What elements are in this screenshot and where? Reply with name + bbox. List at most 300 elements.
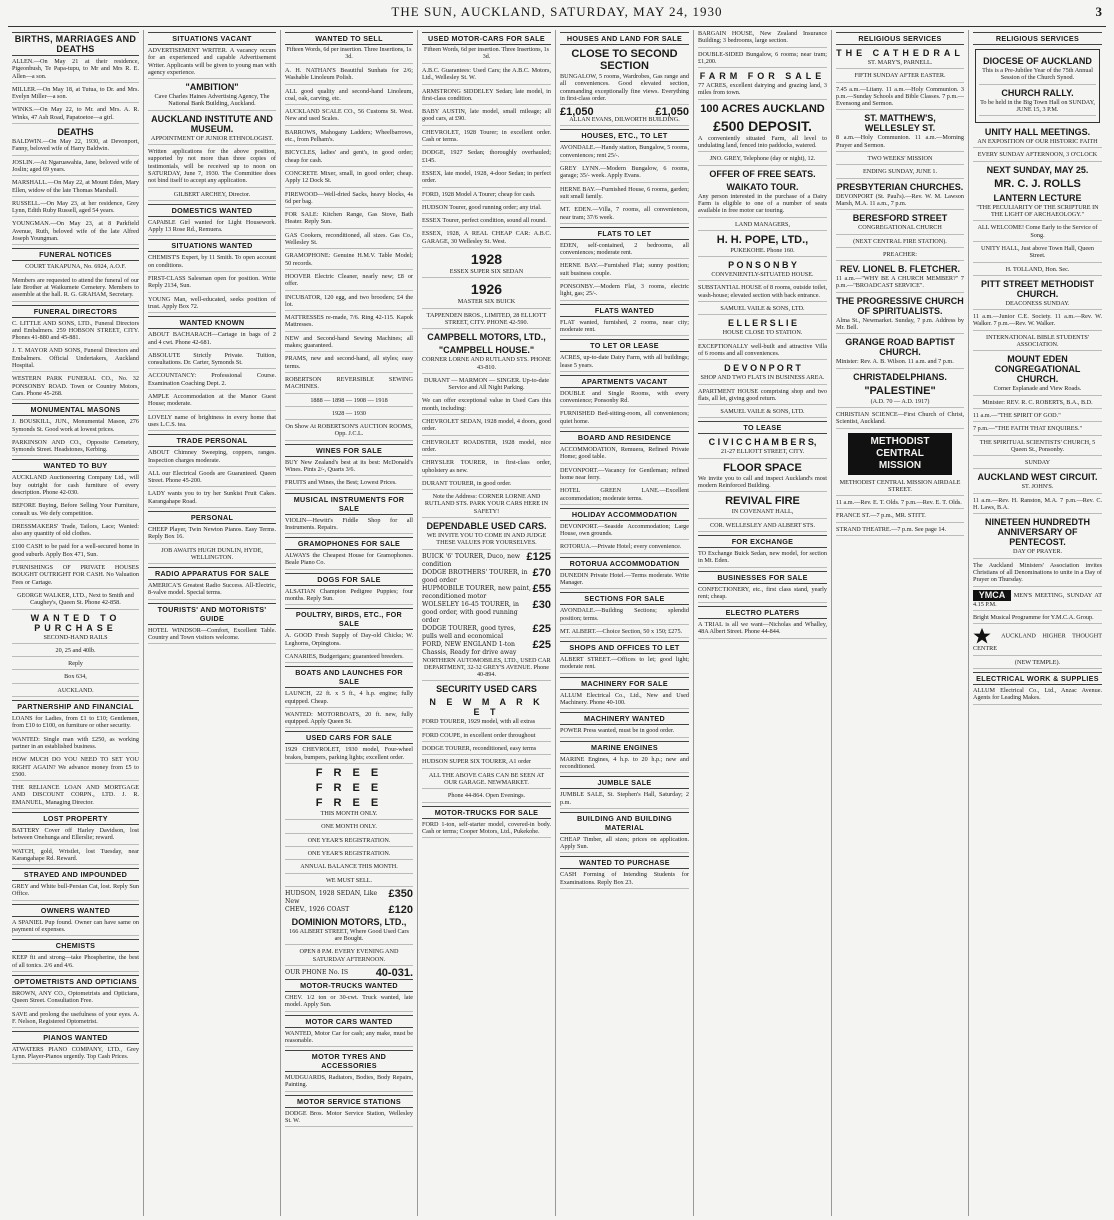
higher-thought-sub: (NEW TEMPLE). — [973, 659, 1102, 669]
christadelphians-heading: CHRISTADELPHIANS. — [853, 371, 947, 382]
offer-line: CHEVROLET SEDAN, 1928 model, 4 doors, good order. — [422, 418, 551, 436]
wanted-sell-ad: A. H. NATHAN'S Beautiful Sunhats for 2/6; Washable Linoleum Polish. — [285, 67, 413, 85]
wanted-sell-ad: BARROWS, Mahogany Ladders; Wheelbarrows, etc., from Pelham's. — [285, 129, 413, 147]
wanted-purchase-heading-2: WANTED TO PURCHASE — [560, 856, 689, 869]
board-ad: DEVONPORT.—Vacancy for Gentleman; refined home near ferry. — [560, 467, 689, 485]
campbell-house: "CAMPBELL HOUSE." — [438, 345, 535, 356]
waikato-heading: WAIKATO TOUR. — [726, 181, 799, 192]
monumental-heading: MONUMENTAL MASONS — [12, 403, 139, 416]
invite-line: WE INVITE YOU TO COME IN AND JUDGE THESE VALUES FOR YOURSELVES. — [422, 532, 551, 550]
st-matthews-heading: ST. MATTHEW'S, WELLESLEY ST. — [864, 113, 936, 134]
free-line: F R E E — [315, 767, 383, 780]
prayer-heading: DAY OF PRAYER. — [973, 548, 1102, 558]
ponsonby-sub: CONVENIENTLY-SITUATED HOUSE. — [698, 271, 827, 281]
let-ad: MT. EDEN.—Villa, 7 rooms, all conveniences, near tram; 37/6 week. — [560, 206, 689, 224]
grange-heading: GRANGE ROAD BAPTIST CHURCH. — [845, 337, 955, 358]
wanted-sell-ad: GRAMOPHONE: Genuine H.M.V. Table Model; 50 records. — [285, 252, 413, 270]
grey-ad: JNO. GREY, Telephone (day or night), 12. — [698, 155, 827, 165]
presbyterian-heading: PRESBYTERIAN CHURCHES. — [836, 181, 964, 192]
gramophones-heading: GRAMOPHONES FOR SALE — [285, 537, 413, 550]
used-car-ad: HUDSON Tourer, good running order; any trial. — [422, 204, 551, 214]
death-notice: BALDWIN.—On May 22, 1930, at Devonport, Fanny, beloved wife of Harry Baldwin. — [12, 138, 139, 156]
wanted-sell-heading: WANTED TO SELL — [285, 32, 413, 45]
for-exchange-ad: TO Exchange Buick Sedan, new model, for section in Mt. Eden. — [698, 550, 827, 568]
exposition: AN EXPOSITION OF OUR HISTORIC FAITH — [973, 138, 1102, 148]
wanted-purchase-line: Box 634, — [12, 673, 139, 683]
wanted-buy-ad: DRESSMAKERS' Trade, Tailors, Lace; Wanted: also any quantity of old clothes. — [12, 523, 139, 541]
service-heading: MOTOR SERVICE STATIONS — [285, 1095, 413, 1108]
wanted-known-ad: ABOUT BACHARACH—Cartage in bags of 2 and 4 cwt. Phone 42-681. — [148, 331, 276, 349]
deposit-body: A conveniently situated Farm, all level to undulating land, fenced into paddocks, watered. — [698, 135, 827, 153]
robertson-footer: On Show At ROBERTSON'S AUCTION ROOMS, Opp. J.C.L. — [285, 423, 413, 441]
price-right: £1,050 — [655, 106, 689, 119]
used-car-ad: ARMSTRONG SIDDELEY Sedan; late model, in first-class condition. — [422, 88, 551, 106]
boats-heading: BOATS AND LAUNCHES FOR SALE — [285, 666, 413, 688]
northern-ad: NORTHERN AUTOMOBILES, LTD., USED CAR DEPARTMENT, 32-32 GREY'S AVENUE. Phone 40-894. — [422, 657, 551, 682]
price-value: £30 — [532, 598, 551, 611]
ellerslie-heading: E L L E R S L I E — [727, 318, 798, 329]
domestics-heading: DOMESTICS WANTED — [148, 204, 276, 217]
wines-ad: BUY New Zealand's best at its best: McDonald's Wines. Pints 2/-, Quarts 3/6. — [285, 459, 413, 477]
wanted-known-heading: WANTED KNOWN — [148, 316, 276, 329]
hudson-label: HUDSON, 1928 SEDAN, Like New — [285, 889, 378, 905]
houses-heading: HOUSES AND LAND FOR SALE — [560, 32, 689, 45]
electro-heading: ELECTRO PLATERS — [698, 606, 827, 619]
used-motor-cars-heading: USED MOTOR-CARS FOR SALE — [422, 32, 551, 45]
let-land-ad: ACRES, up-to-date Dairy Farm, with all buildings; lease 5 years. — [560, 354, 689, 372]
offer-heading: OFFER OF FREE SEATS. — [709, 168, 816, 179]
dominion-address: 166 ALBERT STREET, Where Good Used Cars are Bought. — [285, 928, 413, 946]
mount-eden-heading: MOUNT EDEN CONGREGATIONAL CHURCH. — [994, 354, 1081, 385]
registration-line: ONE YEAR'S REGISTRATION. — [285, 850, 413, 860]
offer-line: DURANT TOURER, in good order. — [422, 480, 551, 490]
devonport-sub: SHOP AND TWO FLATS IN BUSINESS AREA. — [698, 374, 827, 384]
sections-heading: SECTIONS FOR SALE — [560, 592, 689, 605]
ymca-ad — [973, 590, 1102, 612]
lantern-sub: "THE PECULIARITY OF THE SCRIPTURE IN THE LIGHT OF ARCHAEOLOGY." — [973, 204, 1102, 222]
strayed-heading: STRAYED AND IMPOUNDED — [12, 868, 139, 881]
death-notice: YOUNGMAN.—On May 23, at 8 Parkfield Avenue, Ruth, beloved wife of the late Alfred Joseph Youngman. — [12, 220, 139, 245]
wanted-known-ad: AMPLE Accommodation at the Manor Guest House; moderate. — [148, 393, 276, 411]
personal-ad: JOB AWAITS HUGH DUNLIN, HYDE, WELLINGTON. — [148, 547, 276, 565]
used-cars-intro: 1929 CHEVROLET, 1930 model, Four-wheel brakes, bumpers, parking lights; excellent order. — [285, 746, 413, 764]
ponsonby-heading: P O N S O N B Y — [728, 260, 797, 271]
covenant-address: COR. WELLESLEY AND ALBERT STS. — [698, 522, 827, 532]
used-car-ad: BABY AUSTIN, late model, small mileage; all good cars, at £90. — [422, 108, 551, 126]
dogs-heading: DOGS FOR SALE — [285, 573, 413, 586]
progressive-heading: THE PROGRESSIVE CHURCH OF SPIRITUALISTS. — [836, 295, 964, 316]
mens-meeting: MEN'S MEETING, SUNDAY AT 4.15 P.M. — [973, 591, 1102, 608]
machinery-wanted-ad: POWER Press wanted, must be in good order. — [560, 727, 689, 737]
deposit-price: £500 DEPOSIT. — [713, 117, 812, 134]
price-row — [422, 622, 551, 641]
religious-heading: RELIGIOUS SERVICES — [836, 32, 964, 45]
minister: Minister: REV. R. C. ROBERTS, B.A., B.D. — [973, 399, 1102, 409]
wanted-buy-ad: £100 CASH to be paid for a well-secured home in good suburb. Apply Box 471, Sun. — [12, 543, 139, 561]
price-label: HUPMOBILE TOURER, new paint, reconditioned motor — [422, 584, 531, 600]
phone-number: 40-031. — [375, 967, 413, 979]
beresford-sub: CONGREGATIONAL CHURCH — [836, 224, 964, 234]
masthead — [0, 4, 1114, 26]
rotorua-heading: ROTORUA ACCOMMODATION — [560, 557, 689, 570]
birth-notice: MILLER.—On May 18, at Tutua, to Dr. and Mrs. Evelyn Miller—a son. — [12, 86, 139, 104]
mission-sub: ENDING SUNDAY, JUNE 1. — [836, 168, 964, 178]
wanted-sell-ad: ALL good quality and second-hand Linoleum, coal, oak, carving, etc. — [285, 88, 413, 106]
cathedral-heading: THE CATHEDRAL — [836, 48, 964, 58]
price-label: BUICK '6' TOURER, Duco, new condition — [422, 552, 521, 568]
businesses-ad: CONFECTIONERY, etc., first class stand, yearly rent; cheap. — [698, 586, 827, 604]
houses-land-ad: BARGAIN HOUSE, New Zealand Insurance Building; 3 bedrooms, large section. — [698, 30, 827, 48]
star-icon — [973, 627, 991, 645]
phone-row — [285, 969, 413, 977]
let-land-heading: TO LET OR LEASE — [560, 339, 689, 352]
big-year: 1928 — [470, 251, 503, 268]
palestine-sub: (A.D. 70 — A.D. 1917) — [836, 398, 964, 408]
price-label: DODGE TOURER, good tyres, pulls well and economical — [422, 624, 516, 640]
situations-wanted-ad: CHEMIST'S Expert, by 11 Smith. To open account on conditions. — [148, 254, 276, 272]
st-johns: ST. JOHN'S. — [973, 483, 1102, 493]
wanted-sell-ad: BICYCLES, ladies' and gent's, in good order; cheap for cash. — [285, 149, 413, 167]
sermon-line: 7 p.m.—"THE FAITH THAT ENQUIRES." — [973, 425, 1102, 435]
wanted-sell-rates: Fifteen Words, 6d per insertion. Three Insertions, 1s 3d. — [285, 47, 413, 64]
durant-line: DURANT — MARMON — SINGER. Up-to-date Service and All Night Parking. — [422, 377, 551, 395]
chev-row — [285, 903, 413, 916]
wanted-purchase-ad: CASH Forming of Intending Students for Examinations. Reply Box 23. — [560, 871, 689, 889]
security-phone: Phone 44-864. Open Evenings. — [422, 792, 551, 802]
speaker: MR. C. J. ROLLS — [994, 177, 1081, 190]
free-line: F R E E — [315, 782, 383, 795]
hudson-price: £350 — [388, 887, 413, 900]
funeral-notice: Members are requested to attend the funeral of our late Brother at Waikumete Cemetery. Members to assemble at the hall. R. G. GRAHAM, Secretary. — [12, 277, 139, 302]
st-matthews-body: 8 a.m.—Holy Communion. 11 a.m.—Morning Prayer and Sermon. — [836, 134, 964, 152]
wanted-sell-ad: AUCKLAND SCALE CO., 56 Customs St. West. New and used Scales. — [285, 108, 413, 126]
progressive-body: Alma St., Newmarket. Sunday, 7 p.m. Address by Mr. Bell. — [836, 317, 964, 335]
board-ad: HOTEL GREEN LANE.—Excellent accommodation; moderate terms. — [560, 487, 689, 505]
column-5 — [556, 30, 694, 1216]
wanted-purchase-line: Reply — [12, 660, 139, 670]
samuel-vaile: SAMUEL VAILE & SONS, LTD. — [698, 305, 827, 315]
page-number: 3 — [1095, 4, 1102, 19]
tourists-heading: TOURISTS' AND MOTORISTS' GUIDE — [148, 603, 276, 625]
dominion-heading: DOMINION MOTORS, LTD., — [291, 916, 407, 927]
devonport-body: APARTMENT HOUSE comprising shop and two flats, all let, giving good return. — [698, 388, 827, 406]
diocese-heading: DIOCESE OF AUCKLAND — [983, 56, 1092, 66]
hon-sec: H. TOLLAND, Hon. Sec. — [973, 266, 1102, 276]
rally-body: To be held in the Big Town Hall on SUNDAY, JUNE 15, 3 P.M. — [979, 99, 1096, 117]
used-car-ad: CHEVROLET, 1928 Tourer; in excellent order. Cash or terms. — [422, 129, 551, 147]
wanted-sell-ad: CONCRETE Mixer, small, in good order; cheap. Apply 12 Dock St. — [285, 170, 413, 188]
boats-ad: WANTED: MOTORBOATS, 20 ft. new, fully equipped. Apply Queen St. — [285, 711, 413, 729]
price-value: £25 — [532, 622, 551, 635]
waikato-body: Any person interested in the purchase of a Dairy Farm is eligible to one of a number of seats available in free motor car touring. — [698, 193, 827, 218]
devonport-heading: D E V O N P O R T — [724, 363, 801, 374]
wanted-known-ad: ACCOUNTANCY: Professional Course. Examination Coaching Dept. 2. — [148, 372, 276, 390]
registration-line: THIS MONTH ONLY. — [285, 810, 413, 820]
price-value: £125 — [526, 550, 551, 563]
trade-personal-heading: TRADE PERSONAL — [148, 434, 276, 447]
mount-eden-sub: Corner Esplanade and View Roads. — [973, 385, 1102, 395]
used-cars-rates: Fifteen Words, 6d per insertion. Three Insertions, 1s 3d. — [422, 47, 551, 64]
used-car-ad: ESSEX Tourer, perfect condition, sound all round. — [422, 217, 551, 227]
corner-note: Note the Address: CORNER LORNE AND RUTLAND STS. PARK YOUR CARS HERE IN SAFETY! — [422, 493, 551, 518]
walker-ad: GEORGE WALKER, LTD., Next to Smith and Caughey's, Queen St. Phone 42-858. — [12, 592, 139, 610]
methodist-logo-line: METHODIST — [870, 435, 930, 447]
robertson-years: 1928 — 1930 — [285, 410, 413, 420]
board-heading: BOARD AND RESIDENCE — [560, 431, 689, 444]
domestics-ad: CAPABLE Girl wanted for Light Housework. Apply 13 Rose Rd., Remuera. — [148, 219, 276, 237]
partnership-heading: PARTNERSHIP AND FINANCIAL — [12, 700, 139, 713]
used-car-ad: ESSEX, late model, 1928, 4-door Sedan; in perfect order. — [422, 170, 551, 188]
holiday-ad: ROTORUA.—Private Hotel; every convenience. — [560, 543, 689, 553]
civic-address: 21-27 ELLIOTT STREET, CITY. — [698, 448, 827, 458]
wanted-sell-ad: FOR SALE: Kitchen Range, Gas Stove, Bath Heater. Reply Sun. — [285, 211, 413, 229]
electrical-ad: ALLUM Electrical Co., Ltd., Anzac Avenue. Agents for Leading Makes. — [973, 687, 1102, 705]
beresford-heading: BERESFORD STREET — [852, 213, 948, 224]
column-7 — [832, 30, 969, 1216]
motor-cars-wanted-heading: MOTOR CARS WANTED — [285, 1015, 413, 1028]
partnership-ad: LOANS for Ladies, from £1 to £10; Gentlemen, from £10 to £100, on furniture or other security. — [12, 715, 139, 733]
price-row — [422, 582, 551, 601]
higher-thought-heading: AUCKLAND HIGHER THOUGHT CENTRE — [973, 632, 1102, 653]
rotorua-ad: DUNEDIN Private Hotel.—Terms moderate. Write Manager. — [560, 572, 689, 590]
methodist-logo-line: CENTRAL — [876, 447, 924, 459]
flats-heading: FLATS TO LET — [560, 227, 689, 240]
allan-evans: ALLAN EVANS, DILWORTH BUILDING. — [560, 116, 689, 126]
strayed-ad: GREY and White bull-Persian Cat, lost. Reply Sun Office. — [12, 883, 139, 901]
robertson-years: 1888 — 1898 — 1908 — 1918 — [285, 397, 413, 407]
floor-space-heading: FLOOR SPACE — [723, 461, 802, 474]
price-left: £1,050 — [560, 106, 594, 119]
cathedral-body: 7.45 a.m.—Litany. 11 a.m.—Holy Communion. 3 p.m.—Sunday Schools and Bible Classes. 7 p.m.—Evensong and Sermon. — [836, 86, 964, 111]
offer-intro: We can offer exceptional value in Used Cars this month, including: — [422, 397, 551, 415]
ymca-body: Bright Musical Programme for Y.M.C.A. Group. — [973, 614, 1102, 624]
security-sub: N E W M A R K E T — [429, 697, 544, 718]
deposit-amount: 100 ACRES AUCKLAND — [700, 102, 825, 115]
musical-ad: VIOLIN—Hewitt's Fiddle Shop for all Instruments. Repairs. — [285, 517, 413, 535]
funeral-director: WESTERN PARK FUNERAL CO., No. 32 PONSONBY ROAD. Town or Country Motors, Cars. Phone 45-268. — [12, 375, 139, 400]
wanted-sell-ad: GAS Cookers, reconditioned, all sizes. Gas Co., Wellesley St. — [285, 232, 413, 250]
land-managers: LAND MANAGERS, — [698, 221, 827, 231]
sunday-heading: SUNDAY — [973, 459, 1102, 469]
birth-notice: ALLEN.—On May 21 at their residence, Pigeonbush, Te Papa-tupu, to Mr and Mrs R. E. Allen—a son. — [12, 58, 139, 83]
used-car-ad: FORD, 1928 Model A Tourer; cheap for cash. — [422, 191, 551, 201]
price-row — [422, 566, 551, 585]
price-label: DODGE BROTHERS' TOURER, in good order — [422, 568, 528, 584]
wanted-purchase-line: 20, 25 and 40lb. — [12, 647, 139, 657]
lost-heading: LOST PROPERTY — [12, 812, 139, 825]
pianos-heading: PIANOS WANTED — [12, 1031, 139, 1044]
lost-ad: WATCH, gold, Wristlet, lost Tuesday, near Karangahape Rd. Reward. — [12, 848, 139, 866]
security-line: FORD COUPE, in excellent order throughout — [422, 732, 551, 742]
wanted-known-ad: ABSOLUTE Strictly Private. Tuition, consultations. Dr. Carter, Symonds St. — [148, 352, 276, 370]
cathedral-fifth: FIFTH SUNDAY AFTER EASTER. — [836, 72, 964, 82]
ellerslie-body: EXCEPTIONALLY well-built and attractive Villa of 6 rooms and all conveniences. — [698, 343, 827, 361]
apartments-ad: FURNISHED Bed-sitting-room, all conveniences; quiet home. — [560, 410, 689, 428]
optometrists-ad: SAVE and prolong the usefulness of your eyes. A. F. Nelson, Registered Optometrist. — [12, 1011, 139, 1029]
marine-ad: MARINE Engines, 4 h.p. to 20 h.p.; new and reconditioned. — [560, 756, 689, 774]
used-car-ad: ESSEX, 1928, A REAL CHEAP CAR: A.B.C. GARAGE, 30 Wellesley St. West. — [422, 230, 551, 248]
column-4 — [418, 30, 556, 1216]
advertisement-writer-ad: ADVERTISEMENT WRITER. A vacancy occurs for an experienced and capable Advertisement Writer. Applicants will be given to young man with agency experience. — [148, 47, 276, 79]
wanted-sell-ad: PRAMS, new and second-hand, all styles; easy terms. — [285, 355, 413, 373]
nineteen-heading: NINETEEN HUNDREDTH ANNIVERSARY OF PENTECOST. — [984, 517, 1090, 548]
price-value: £25 — [532, 638, 551, 651]
chemists-heading: CHEMISTS — [12, 939, 139, 952]
electrical-heading: ELECTRICAL WORK & SUPPLIES — [973, 672, 1102, 685]
funeral-directors-heading: FUNERAL DIRECTORS — [12, 305, 139, 318]
owners-ad: A SPANIEL Pup found. Owner can have same on payment of expenses. — [12, 919, 139, 937]
methodist-logo-line: MISSION — [878, 459, 922, 471]
trade-personal-ad: LADY wants you to try her Sunkist Fruit Cakes. Karangahape Road. — [148, 490, 276, 508]
farm-heading: FARM FOR SALE — [699, 71, 826, 82]
wanted-sell-ad: NEW and Second-hand Sewing Machines; all makes; guaranteed. — [285, 335, 413, 353]
unity-hall-address: UNITY HALL, Just above Town Hall, Queen Street. — [973, 245, 1102, 263]
column-2 — [144, 30, 281, 1216]
price-value: £70 — [532, 566, 551, 579]
campbell-heading: CAMPBELL MOTORS, LTD., — [427, 332, 546, 343]
palestine-heading: "PALESTINE" — [864, 384, 936, 397]
motor-trucks-sale-heading: MOTOR-TRUCKS FOR SALE — [422, 806, 551, 819]
electro-ad: A TRIAL is all we want—Nicholas and Whalley, 48A Albert Street. Phone 44-844. — [698, 621, 827, 639]
essex-line: ESSEX SUPER SIX SEDAN — [422, 268, 551, 278]
close-prices — [560, 106, 689, 119]
lantern-heading: LANTERN LECTURE — [993, 192, 1082, 203]
jumble-heading: JUMBLE SALE — [560, 776, 689, 789]
ambition-heading: "AMBITION" — [185, 82, 239, 93]
price-row — [422, 598, 551, 625]
wanted-buy-ad: BEFORE Buying, Before Selling Your Furniture, consult us. We defy competition. — [12, 502, 139, 520]
hh-pope: H. H. POPE, LTD., — [716, 233, 809, 246]
businesses-heading: BUSINESSES FOR SALE — [698, 571, 827, 584]
trade-personal-ad: ABOUT Chimney Sweeping, coppers, ranges. Inspection charges moderate. — [148, 449, 276, 467]
column-6 — [694, 30, 832, 1216]
births-heading: BIRTHS, MARRIAGES AND DEATHS — [12, 32, 139, 56]
dogs-ad: ALSATIAN Champion Pedigree Puppies; four months. Reply Sun. — [285, 588, 413, 606]
registration-line: ONE MONTH ONLY. — [285, 823, 413, 833]
security-heading: SECURITY USED CARS — [436, 684, 537, 695]
jumble-ad: JUMBLE SALE, St. Stephen's Hall, Saturday; 2 p.m. — [560, 791, 689, 809]
sections-ad: AVONDALE.—Building Sections; splendid position; terms. — [560, 607, 689, 625]
big-year: 1926 — [470, 281, 503, 298]
wanted-buy-ad: AUCKLAND Auctioneering Company Ltd., will buy outright for cash furniture of every description. Phone 42-030. — [12, 474, 139, 499]
mission-heading: TWO WEEKS' MISSION — [836, 155, 964, 165]
offer-line: CHEVROLET ROADSTER, 1928 model, nice order. — [422, 439, 551, 457]
religious-heading-2: RELIGIOUS SERVICES — [973, 32, 1102, 45]
flats-ad: EDEN, self-contained, 2 bedrooms, all conveniences; moderate rent. — [560, 242, 689, 260]
ellerslie-sub: HOUSE CLOSE TO STATION. — [698, 329, 827, 339]
flats-wanted-heading: FLATS WANTED — [560, 304, 689, 317]
masthead-title: THE SUN, AUCKLAND, SATURDAY, MAY 24, 1930 — [391, 4, 723, 19]
price-row — [422, 550, 551, 569]
preacher-name: REV. LIONEL B. FLETCHER. — [839, 264, 960, 275]
optometrists-ad: BROWN, ANY CO., Optometrists and Opticians, Queen Street. Consultation Free. — [12, 990, 139, 1008]
board-ad: ACCOMMODATION, Remuera, Refined Private Home; good table. — [560, 446, 689, 464]
wanted-sell-ad: HOOVER Electric Cleaner, nearly new; £8 or offer. — [285, 273, 413, 291]
shops-ad: ALBERT STREET.—Offices to let; good light; moderate rent. — [560, 656, 689, 674]
farm-ad: 77 ACRES, excellent dairying and grazing land, 3 miles from town. — [698, 82, 827, 100]
methodist-body: 11 a.m.—Rev. E. T. Olds. 7 p.m.—Rev. E. T. Olds. — [836, 499, 964, 509]
musical-heading: MUSICAL INSTRUMENTS FOR SALE — [285, 493, 413, 515]
ambition-ad: Cave Charles Haines Advertising Agency, The National Bank Building, Auckland. — [148, 93, 276, 111]
deaconess-body: 11 a.m.—Junior C.E. Society. 11 a.m.—Rev. W. Walker. 7 p.m.—Rev. W. Walker. — [973, 313, 1102, 331]
price-value: £55 — [532, 582, 551, 595]
cathedral-sub: ST. MARY'S, PARNELL. — [836, 59, 964, 69]
christian-science: CHRISTIAN SCIENCE—First Church of Christ, Scientist, Auckland. — [836, 411, 964, 429]
institute-body: Written applications for the above position, supported by not more than three copies of testimonials, will be received up to noon on SATURDAY, June 7, 1930. The Committee does not bind itself to accept any application. — [148, 148, 276, 187]
samuel-vaile-2: SAMUEL VAILE & SONS, LTD. — [698, 408, 827, 418]
deaths-heading: DEATHS — [57, 127, 94, 138]
personal-ad: CHEEP Player, Twin Newton Pianos. Easy Terms. Reply Box 16. — [148, 526, 276, 544]
motor-trucks-heading: MOTOR-TRUCKS WANTED — [285, 979, 413, 992]
houses-let-heading: HOUSES, ETC., TO LET — [560, 129, 689, 142]
offer-line: CHRYSLER TOURER, in first-class order, upholstery as new. — [422, 459, 551, 477]
sections-ad: MT. ALBERT.—Choice Section, 50 x 150; £275. — [560, 628, 689, 638]
institute-heading: AUCKLAND INSTITUTE AND MUSEUM. — [151, 113, 273, 134]
wanted-purchase-heading: WANTED TO PURCHASE — [30, 612, 121, 633]
column-1 — [8, 30, 144, 1216]
death-notice: MARSHALL.—On May 22, at Mount Eden, Mary Ellen, widow of the late Thomas Marshall. — [12, 179, 139, 197]
wanted-sell-ad: MATTRESSES re-made, 7/6. Ring 42-115. Kapok Mattresses. — [285, 314, 413, 332]
wanted-sell-ad: FIREWOOD—Well-dried Sacks, heavy blocks, 4s 6d per bag. — [285, 191, 413, 209]
auckland-west-heading: AUCKLAND WEST CIRCUIT. — [977, 472, 1098, 483]
security-line: HUDSON SUPER SIX TOURER, A1 order — [422, 758, 551, 768]
machinery-heading: MACHINERY FOR SALE — [560, 677, 689, 690]
boats-ad: LAUNCH, 22 ft. x 5 ft., 4 h.p. engine; fully equipped. Cheap. — [285, 690, 413, 708]
holiday-ad: DEVONPORT.—Seaside Accommodation; Large House, own grounds. — [560, 523, 689, 541]
tappenden-ad: TAPPENDEN BROS., LIMITED, 28 ELLIOTT STREET, CITY. PHONE 42-590. — [422, 312, 551, 330]
methodist-logo — [848, 433, 952, 475]
campbell-address: CORNER LORNE AND RUTLAND STS. PHONE 43-810. — [422, 356, 551, 374]
wanted-sell-ad: ROBERTSON REVERSIBLE SEWING MACHINES. — [285, 376, 413, 394]
building-ad: CHEAP Timber, all sizes; prices on application. Apply Sun. — [560, 836, 689, 854]
death-notice: JOSLIN.—At Ngaruawahia, Jane, beloved wife of Joslin; aged 69 years. — [12, 159, 139, 177]
pitt-street-heading: PITT STREET METHODIST CHURCH. — [980, 278, 1094, 299]
diocese-box — [975, 49, 1100, 123]
partnership-ad: THE RELIANCE LOAN AND MORTGAGE AND DISCOUNT CORPN., LTD. J. R. EMANUEL, Managing Director. — [12, 784, 139, 809]
funeral-notices-heading: FUNERAL NOTICES — [12, 248, 139, 261]
flats-ad: HERNE BAY.—Furnished Flat; sunny position; suit business couple. — [560, 262, 689, 280]
poultry-ad: CANARIES, Budgerigars; guaranteed breeders. — [285, 653, 413, 663]
machinery-wanted-heading: MACHINERY WANTED — [560, 712, 689, 725]
masthead-rule — [8, 26, 1106, 27]
international-heading: INTERNATIONAL BIBLE STUDENTS' ASSOCIATION. — [973, 334, 1102, 352]
apartments-heading: APARTMENTS VACANT — [560, 375, 689, 388]
essex-line: MASTER SIX BUICK — [422, 298, 551, 308]
for-exchange-heading: FOR EXCHANGE — [698, 535, 827, 548]
poultry-ad: A. GOOD Fresh Supply of Day-old Chicks; W. Leghorns, Orpingtons. — [285, 632, 413, 650]
spiritual-heading: THE SPIRITUAL SCIENTISTS' CHURCH, 5 Queen St., Ponsonby. — [973, 439, 1102, 457]
motor-trucks-sale-ad: FORD 1-ton, self-starter model, covered-in body. Cash or terms; Cooper Motors, Ltd., Pukekohe. — [422, 821, 551, 839]
wanted-buy-heading: WANTED TO BUY — [12, 459, 139, 472]
annual-line: WE MUST SELL. — [285, 877, 413, 887]
wines-heading: WINES FOR SALE — [285, 444, 413, 457]
free-line: F R E E — [315, 797, 383, 810]
ymca-logo: YMCA — [973, 590, 1011, 601]
prayer-body: The Auckland Ministers' Association invites Christians of all Denominations to unite in a Day of Prayer on Thursday. — [973, 562, 1102, 587]
wanted-sell-ad: INCUBATOR, 120 egg, and two brooders; £4 the lot. — [285, 294, 413, 312]
civic-heading: C I V I C C H A M B E R S, — [708, 437, 817, 448]
st-johns-body: 11 a.m.—Rev. H. Ranston, M.A. 7 p.m.—Rev. C. H. Laws, B.A. — [973, 497, 1102, 515]
price-label: WOLSELEY 16-45 TOURER, in good order, with good running order — [422, 600, 519, 624]
ponsonby-body: SUBSTANTIAL HOUSE of 8 rooms, outside toilet, wash-house; elevated section with back entrance. — [698, 284, 827, 302]
let-ad: AVONDALE.—Handy station, Bungalow, 5 rooms, conveniences; rent 25/-. — [560, 144, 689, 162]
holiday-heading: HOLIDAY ACCOMMODATION — [560, 508, 689, 521]
unity-hall-heading: UNITY HALL MEETINGS. — [984, 127, 1091, 138]
strand-line: STRAND THEATRE.—7 p.m. See page 14. — [836, 526, 964, 536]
motor-cars-wanted-ad: WANTED, Motor Car for cash; any make, must be reasonable. — [285, 1030, 413, 1048]
service-ad: DODGE Bros. Motor Service Station, Wellesley St. W. — [285, 1110, 413, 1128]
beresford-body: 11 a.m.—"WHY BE A CHURCH MEMBER?" 7 p.m.—"BROADCAST SERVICE". — [836, 275, 964, 293]
